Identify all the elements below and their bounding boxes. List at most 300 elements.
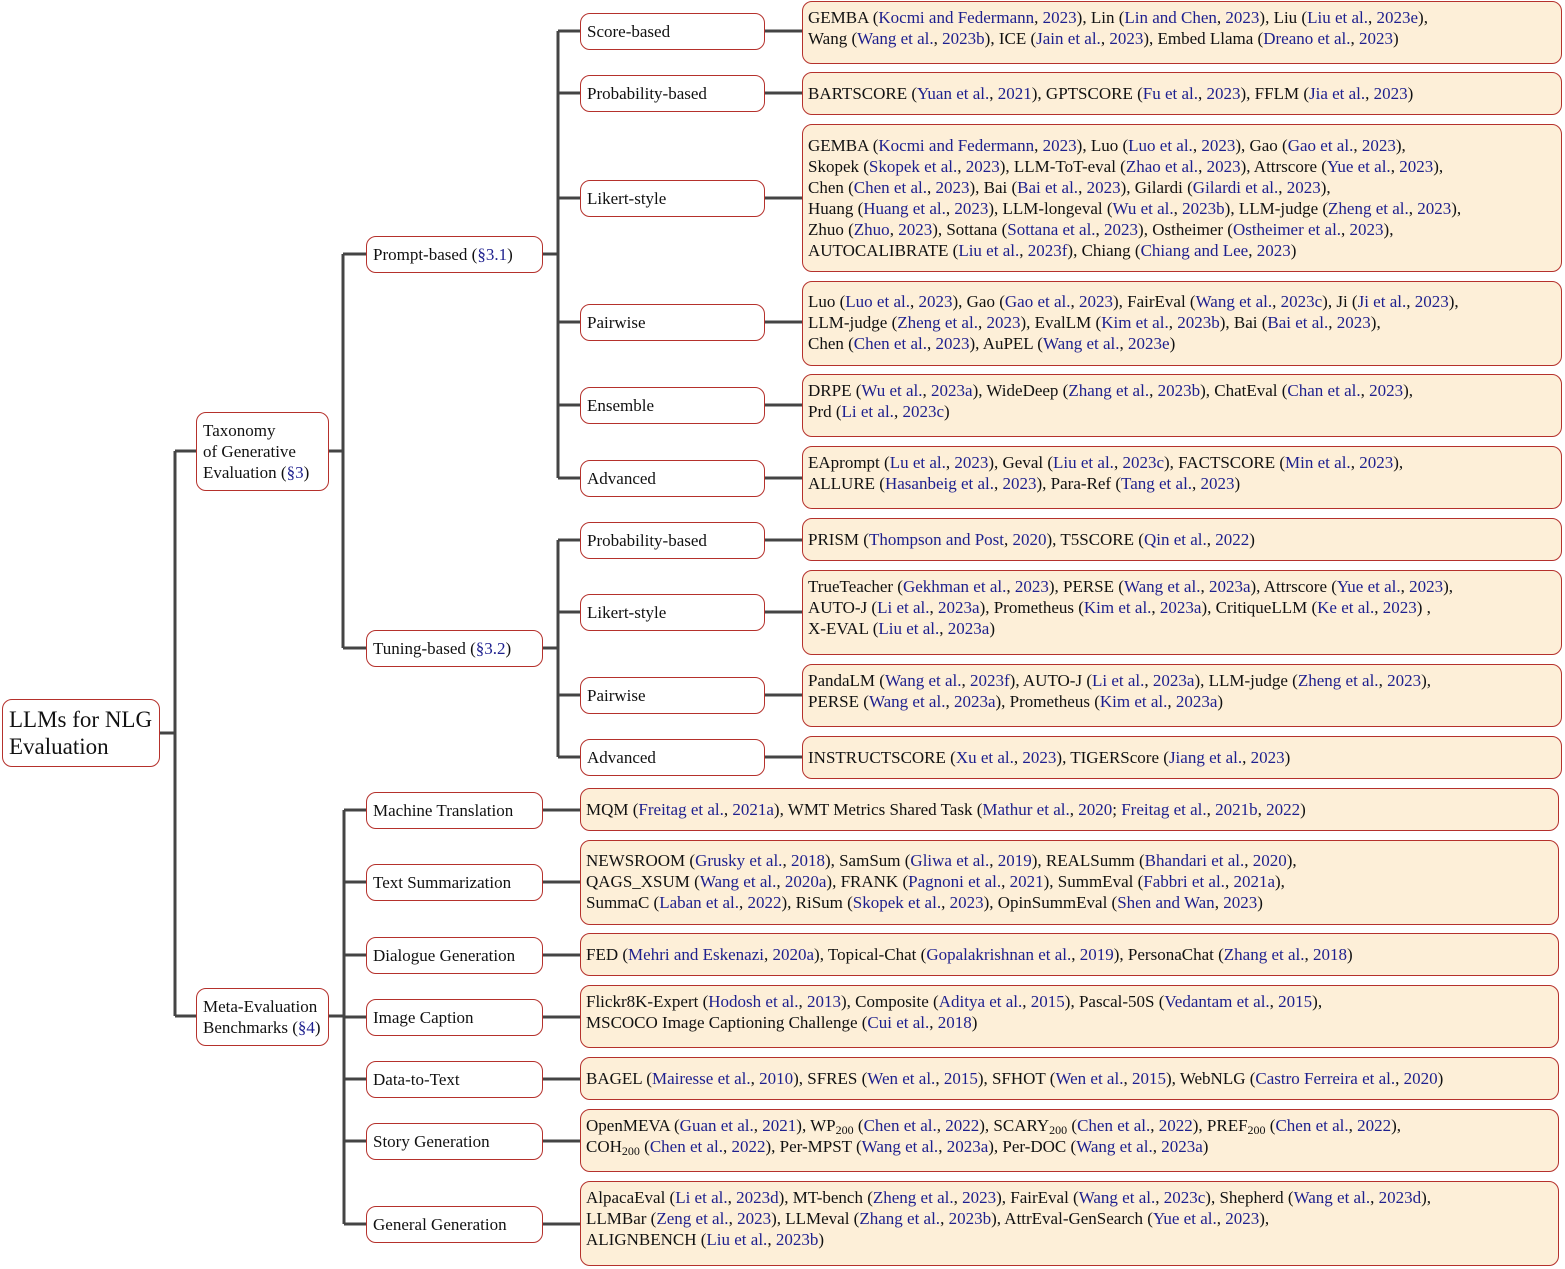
citation-link[interactable]: 2015	[1030, 992, 1065, 1011]
citation-link[interactable]: 2023	[1201, 136, 1236, 155]
citation-link[interactable]: 2023	[1022, 748, 1057, 767]
citation-link[interactable]: 2023	[1225, 1209, 1260, 1228]
citation-link[interactable]: 2018	[937, 1013, 972, 1032]
citation-link[interactable]: 2023f	[970, 671, 1010, 690]
category-ensemble: Ensemble	[580, 387, 765, 424]
citation-link[interactable]: Wang et al.	[699, 872, 777, 891]
citation-link[interactable]: 2023	[1002, 474, 1037, 493]
citation-link[interactable]: 2023b	[1157, 381, 1201, 400]
leaf-advanced	[802, 736, 1562, 779]
text: COH	[586, 1137, 622, 1156]
citation-link[interactable]: Li et al.	[675, 1188, 728, 1207]
citation-link[interactable]: Huang et al.	[863, 199, 946, 218]
text: Zhuo (	[808, 220, 854, 239]
text: ), Para-Ref (	[1036, 474, 1122, 493]
text: ),	[1391, 1116, 1402, 1135]
citation-link[interactable]: 2023	[1078, 292, 1113, 311]
citation-link[interactable]: Luo et al.	[1128, 136, 1193, 155]
citation-link[interactable]: 2023	[1223, 893, 1258, 912]
citation-link[interactable]: 2023c	[1122, 453, 1164, 472]
citation-link[interactable]: 2023	[898, 220, 933, 239]
citation-link[interactable]: 2023	[1359, 29, 1394, 48]
citation-link[interactable]: 2023	[1349, 220, 1384, 239]
citation-link[interactable]: 2023	[935, 334, 970, 353]
citation-link[interactable]: Liu et al.	[958, 241, 1020, 260]
citation-link[interactable]: 2021	[1009, 872, 1044, 891]
leaf-image-caption	[580, 985, 1559, 1048]
text: ,	[1013, 748, 1023, 767]
citation-link[interactable]: Liu et al.	[878, 619, 940, 638]
citation-link[interactable]: Wang et al.	[861, 1137, 939, 1156]
text: ),	[1259, 1209, 1270, 1228]
citation-link[interactable]: 2021a	[732, 800, 774, 819]
citation-link[interactable]: Zheng et al.	[1328, 199, 1409, 218]
citation-link[interactable]: Wu et al.	[861, 381, 923, 400]
text: ,	[1070, 292, 1079, 311]
citation-link[interactable]: 2021	[762, 1116, 797, 1135]
citation-link[interactable]: 2018	[790, 851, 825, 870]
section-link[interactable]: §3.2	[475, 639, 506, 658]
text: Chen (	[808, 178, 854, 197]
citation-link[interactable]: Zheng et al.	[897, 313, 978, 332]
leaf-probability-based	[802, 518, 1562, 561]
leaf-line	[808, 691, 1556, 712]
citation-link[interactable]: Kocmi and Federmann	[878, 136, 1035, 155]
citation-link[interactable]: Gao et al.	[1287, 136, 1354, 155]
citation-link[interactable]: Hasanbeig et al.	[884, 474, 995, 493]
text: ), AUTO-J (	[1009, 671, 1092, 690]
citation-link[interactable]: 2023a	[931, 381, 973, 400]
citation-link[interactable]: Xu et al.	[955, 748, 1014, 767]
citation-link[interactable]: Jain et al.	[1036, 29, 1101, 48]
citation-link[interactable]: Freitag et al.	[638, 800, 724, 819]
citation-link[interactable]: Grusky et al.	[695, 851, 783, 870]
citation-link[interactable]: Kim et al.	[1099, 692, 1168, 711]
citation-link[interactable]: Zhang et al.	[1068, 381, 1150, 400]
citation-link[interactable]: 2023c	[1280, 292, 1323, 311]
text: ), Bai (	[1219, 313, 1268, 332]
citation-link[interactable]: Kocmi and Federmann	[878, 8, 1035, 27]
citation-link[interactable]: Chen et al.	[853, 178, 927, 197]
citation-link[interactable]: 2023a	[1161, 1137, 1203, 1156]
citation-link[interactable]: 2023	[1387, 671, 1422, 690]
citation-link[interactable]: Zheng et al.	[872, 1188, 954, 1207]
citation-link[interactable]: Aditya et al.	[938, 992, 1023, 1011]
citation-link[interactable]: 2023	[1042, 8, 1077, 27]
leaf-line	[586, 1012, 1553, 1033]
text: ,	[1304, 945, 1313, 964]
citation-link[interactable]: Chiang and Lee	[1140, 241, 1249, 260]
citation-link[interactable]: 2023b	[948, 1209, 992, 1228]
text: )	[1407, 84, 1414, 103]
citation-link[interactable]: 2023	[1256, 241, 1291, 260]
citation-link[interactable]: Wang et al.	[1123, 577, 1201, 596]
citation-link[interactable]: Zheng et al.	[1297, 671, 1379, 690]
text: ,	[1019, 241, 1028, 260]
section-link[interactable]: §4	[297, 1018, 315, 1037]
text: ,	[957, 157, 966, 176]
citation-link[interactable]: 2020	[1078, 800, 1113, 819]
leaf-general-generation	[580, 1181, 1559, 1266]
citation-link[interactable]: 2023	[954, 453, 989, 472]
citation-link[interactable]: 2023a	[1159, 598, 1202, 617]
citation-link[interactable]: 2023	[918, 292, 953, 311]
category-likert-style: Likert-style	[580, 180, 765, 217]
text: ,	[1144, 671, 1153, 690]
citation-link[interactable]: Gekhman et al.	[902, 577, 1007, 596]
citation-link[interactable]: 2022	[731, 1137, 766, 1156]
citation-link[interactable]: 2023e	[1376, 8, 1419, 27]
citation-link[interactable]: 2022	[945, 1116, 980, 1135]
text: ),	[1421, 671, 1431, 690]
text: BARTSCORE (	[808, 84, 918, 103]
citation-link[interactable]: Min et al.	[1285, 453, 1351, 472]
citation-link[interactable]: Pagnoni et al.	[908, 872, 1002, 891]
citation-link[interactable]: Wang et al.	[857, 29, 934, 48]
citation-link[interactable]: Wu et al.	[1112, 199, 1174, 218]
citation-link[interactable]: 2023	[1250, 748, 1285, 767]
citation-link[interactable]: 2022	[1215, 530, 1250, 549]
text: PRISM (	[808, 530, 869, 549]
text: ,	[782, 851, 791, 870]
text: ), LLM-judge (	[1194, 671, 1298, 690]
text: ,	[1353, 136, 1362, 155]
citation-link[interactable]: 2023	[1373, 84, 1408, 103]
citation-link[interactable]: 2023c	[902, 402, 944, 421]
citation-link[interactable]: 2023	[1200, 474, 1235, 493]
text: Flickr8K-Expert (	[586, 992, 709, 1011]
text: (	[639, 1137, 650, 1156]
section-link[interactable]: §3.1	[477, 245, 508, 264]
text: ,	[1078, 178, 1087, 197]
citation-link[interactable]: Zhang et al.	[859, 1209, 941, 1228]
text: ),	[1448, 292, 1459, 311]
text: EAprompt (	[808, 453, 890, 472]
text: ), SamSum (	[824, 851, 911, 870]
text: ), Chiang (	[1067, 241, 1141, 260]
citation-link[interactable]: Jia et al.	[1308, 84, 1366, 103]
citation-link[interactable]: Wang et al.	[1293, 1188, 1371, 1207]
text: ,	[941, 893, 950, 912]
citation-link[interactable]: Ji et al.	[1357, 292, 1407, 311]
citation-link[interactable]: Li et al.	[1092, 671, 1145, 690]
leaf-line	[808, 473, 1556, 494]
citation-link[interactable]: 2023a	[1175, 692, 1218, 711]
citation-link[interactable]: 2021a	[1233, 872, 1275, 891]
citation-link[interactable]: 2023	[986, 313, 1021, 332]
citation-link[interactable]: 2023	[1417, 199, 1452, 218]
citation-link[interactable]: Kim et al.	[1101, 313, 1169, 332]
citation-link[interactable]: Yue et al.	[1336, 577, 1401, 596]
citation-link[interactable]: 2020	[1252, 851, 1287, 870]
citation-link[interactable]: 2010	[759, 1069, 794, 1088]
text: ,	[1348, 1116, 1358, 1135]
citation-link[interactable]: Wang et al.	[1042, 334, 1120, 353]
citation-link[interactable]: 2023b	[942, 29, 985, 48]
leaf-line	[586, 1208, 1553, 1229]
citation-link[interactable]: 2023	[1336, 313, 1371, 332]
leaf-likert-style	[802, 124, 1562, 272]
text: ,	[945, 199, 955, 218]
text: QAGS_XSUM (	[586, 872, 700, 891]
citation-link[interactable]: 2023a	[953, 692, 996, 711]
citation-link[interactable]: Wang et al.	[884, 671, 962, 690]
citation-link[interactable]: Chen et al.	[863, 1116, 937, 1135]
citation-link[interactable]: Wang et al.	[1195, 292, 1273, 311]
citation-link[interactable]: 2022	[1357, 1116, 1392, 1135]
text: ), Shepherd (	[1205, 1188, 1294, 1207]
citation-link[interactable]: Cui et al.	[867, 1013, 930, 1032]
citation-link[interactable]: Chen et al.	[1077, 1116, 1151, 1135]
text: ), Ostheimer (	[1138, 220, 1233, 239]
text: ), Prometheus (	[979, 598, 1084, 617]
citation-link[interactable]: 2020	[1403, 1069, 1438, 1088]
citation-link[interactable]: Wen et al.	[867, 1069, 936, 1088]
text: ,	[936, 1116, 946, 1135]
section-link[interactable]: §3	[286, 463, 304, 482]
leaf-likert-style	[802, 570, 1562, 655]
citation-link[interactable]: 2013	[806, 992, 841, 1011]
text: ), Ji (	[1322, 292, 1358, 311]
citation-link[interactable]: Chen et al.	[853, 334, 927, 353]
text: ,	[1206, 530, 1216, 549]
citation-link[interactable]: 2022	[1266, 800, 1301, 819]
citation-link[interactable]: 2018	[1312, 945, 1347, 964]
citation-link[interactable]: 2023	[1042, 136, 1077, 155]
citation-link[interactable]: 2023	[737, 1209, 772, 1228]
citation-link[interactable]: Castro Ferreira et al.	[1255, 1069, 1396, 1088]
citation-link[interactable]: Zhang et al.	[1223, 945, 1305, 964]
citation-link[interactable]: 2020	[1012, 530, 1047, 549]
citation-link[interactable]: 2023	[1206, 157, 1241, 176]
citation-link[interactable]: Zeng et al.	[656, 1209, 729, 1228]
citation-link[interactable]: Lu et al.	[889, 453, 946, 472]
citation-link[interactable]: Mehri and Eskenazi	[628, 945, 764, 964]
citation-link[interactable]: Gao et al.	[1004, 292, 1071, 311]
citation-link[interactable]: 2019	[997, 851, 1032, 870]
citation-link[interactable]: Wang et al.	[1076, 1137, 1153, 1156]
citation-link[interactable]: Gliwa et al.	[910, 851, 990, 870]
citation-link[interactable]: 2023d	[736, 1188, 779, 1207]
text: FED (	[586, 945, 629, 964]
citation-link[interactable]: 2023	[954, 199, 989, 218]
citation-link[interactable]: Freitag et al.	[1121, 800, 1207, 819]
text: ,	[929, 598, 939, 617]
text: ,	[889, 220, 899, 239]
citation-link[interactable]: 2021	[997, 84, 1032, 103]
citation-link[interactable]: 2023	[1225, 8, 1260, 27]
citation-link[interactable]: Wang et al.	[868, 692, 946, 711]
citation-link[interactable]: 2023a	[938, 598, 980, 617]
citation-link[interactable]: 2023a	[1208, 577, 1251, 596]
citation-link[interactable]: Sottana et al.	[1007, 220, 1096, 239]
citation-link[interactable]: Ostheimer et al.	[1232, 220, 1342, 239]
citation-link[interactable]: Fu et al.	[1142, 84, 1198, 103]
citation-link[interactable]: Yue et al.	[1326, 157, 1391, 176]
text: NEWSROOM (	[586, 851, 696, 870]
citation-link[interactable]: Mairesse et al.	[651, 1069, 751, 1088]
citation-link[interactable]: 2023	[962, 1188, 997, 1207]
text: ),	[1418, 8, 1428, 27]
citation-link[interactable]: 2023	[1369, 381, 1404, 400]
citation-link[interactable]: Thompson and Post	[868, 530, 1004, 549]
citation-link[interactable]: Skopek et al.	[868, 157, 958, 176]
citation-link[interactable]: 2023e	[1128, 334, 1170, 353]
text: ), Pascal-50S (	[1064, 992, 1165, 1011]
citation-link[interactable]: 2023c	[1163, 1188, 1206, 1207]
citation-link[interactable]: 2023b	[1182, 199, 1225, 218]
citation-link[interactable]: 2023	[1014, 577, 1049, 596]
citation-link[interactable]: Gilardi et al.	[1192, 178, 1279, 197]
citation-link[interactable]: 2023b	[1177, 313, 1220, 332]
citation-link[interactable]: Guan et al.	[679, 1116, 754, 1135]
text: )	[1437, 1069, 1444, 1088]
category-score-based: Score-based	[580, 13, 765, 50]
leaf-line	[586, 1229, 1553, 1250]
citation-link[interactable]: Tang et al.	[1121, 474, 1193, 493]
citation-link[interactable]: 2015	[1131, 1069, 1166, 1088]
citation-link[interactable]: 2023	[1359, 453, 1394, 472]
citation-link[interactable]: Fabbri et al.	[1143, 872, 1225, 891]
citation-link[interactable]: 2023	[949, 893, 984, 912]
text: ,	[1269, 992, 1279, 1011]
citation-link[interactable]: Qin et al.	[1143, 530, 1207, 549]
leaf-line	[808, 312, 1556, 333]
benchmarks-label-line1: Meta-Evaluation	[203, 997, 318, 1016]
citation-link[interactable]: Vedantam et al.	[1164, 992, 1270, 1011]
text: )	[1300, 800, 1306, 819]
citation-link[interactable]: 2023	[1206, 84, 1241, 103]
citation-link[interactable]: 2023f	[1027, 241, 1068, 260]
citation-link[interactable]: Chen et al.	[649, 1137, 723, 1156]
leaf-line	[808, 452, 1556, 473]
text: )	[1257, 893, 1263, 912]
text: ,	[1192, 136, 1202, 155]
citation-link[interactable]: Laban et al.	[659, 893, 739, 912]
citation-link[interactable]: Lin and Chen	[1124, 8, 1217, 27]
citation-link[interactable]: Liu et al.	[1053, 453, 1114, 472]
category-pairwise: Pairwise	[580, 304, 765, 341]
citation-link[interactable]: Zhao et al.	[1125, 157, 1199, 176]
citation-link[interactable]: Zhuo	[853, 220, 890, 239]
citation-link[interactable]: 2015	[1278, 992, 1313, 1011]
citation-link[interactable]: Li et al.	[877, 598, 930, 617]
citation-link[interactable]: 2023	[1361, 136, 1396, 155]
citation-link[interactable]: Bai et al.	[1267, 313, 1329, 332]
citation-link[interactable]: Dreano et al.	[1263, 29, 1351, 48]
citation-link[interactable]: 2023d	[1378, 1188, 1422, 1207]
citation-link[interactable]: Bhandari et al.	[1144, 851, 1245, 870]
text: GEMBA (	[808, 8, 879, 27]
citation-link[interactable]: Liu et al.	[1307, 8, 1368, 27]
text: ), Gilardi (	[1120, 178, 1193, 197]
citation-link[interactable]: 2015	[943, 1069, 978, 1088]
citation-link[interactable]: 2020a	[784, 872, 827, 891]
text: ), Attrscore (	[1250, 577, 1337, 596]
citation-link[interactable]: Chan et al.	[1287, 381, 1361, 400]
text: MQM (	[586, 800, 639, 819]
text: ), LLMeval (	[771, 1209, 860, 1228]
text: ,	[1034, 8, 1043, 27]
citation-link[interactable]: 2023b	[775, 1230, 819, 1249]
text: ,	[1001, 872, 1010, 891]
citation-link[interactable]: Liu et al.	[706, 1230, 768, 1249]
root-label-line1: LLMs for NLG	[9, 707, 153, 732]
citation-link[interactable]: 2021b	[1215, 800, 1258, 819]
citation-link[interactable]: 2023	[1409, 577, 1444, 596]
text: ,	[1167, 692, 1176, 711]
citation-link[interactable]: Wen et al.	[1055, 1069, 1124, 1088]
citation-link[interactable]: Ke et al.	[1317, 598, 1375, 617]
citation-link[interactable]: 2022	[747, 893, 782, 912]
leaf-line	[808, 219, 1556, 240]
citation-link[interactable]: Wang et al.	[1078, 1188, 1156, 1207]
citation-link[interactable]: Chen et al.	[1275, 1116, 1349, 1135]
text: ALLURE (	[808, 474, 885, 493]
citation-link[interactable]: Hodosh et al.	[708, 992, 799, 1011]
citation-link[interactable]: Li et al.	[841, 402, 894, 421]
citation-link[interactable]: 2023	[1086, 178, 1121, 197]
citation-link[interactable]: 2023	[1109, 29, 1144, 48]
text: ,	[1206, 800, 1216, 819]
citation-link[interactable]: 2019	[1079, 945, 1114, 964]
text: ,	[728, 1209, 738, 1228]
leaf-line	[808, 156, 1556, 177]
citation-link[interactable]: 2020a	[772, 945, 815, 964]
citation-link[interactable]: 2023	[1382, 598, 1417, 617]
citation-link[interactable]: 2022	[1158, 1116, 1193, 1135]
citation-link[interactable]: 2023	[1414, 292, 1449, 311]
citation-link[interactable]: Yuan et al.	[917, 84, 990, 103]
text: ,	[1328, 313, 1337, 332]
citation-link[interactable]: Jiang et al.	[1168, 748, 1243, 767]
text: ), AttrEval-GenSearch (	[991, 1209, 1153, 1228]
leaf-text-summarization	[580, 840, 1559, 925]
leaf-score-based	[802, 1, 1562, 64]
leaf-line	[808, 597, 1556, 618]
citation-link[interactable]: 2023a	[946, 1137, 989, 1156]
leaf-line	[808, 28, 1556, 49]
text: ,	[1242, 748, 1251, 767]
citation-link[interactable]: Shen and Wan	[1117, 893, 1215, 912]
citation-link[interactable]: 2023a	[947, 619, 990, 638]
citation-link[interactable]: Mathur et al.	[982, 800, 1070, 819]
citation-link[interactable]: Bai et al.	[1017, 178, 1079, 197]
text: ,	[763, 945, 773, 964]
text: ,	[1368, 8, 1377, 27]
text: ,	[1341, 220, 1350, 239]
citation-link[interactable]: 2023	[935, 178, 970, 197]
citation-link[interactable]: Gopalakrishnan et al.	[926, 945, 1072, 964]
category-data-to-text: Data-to-Text	[366, 1061, 543, 1098]
citation-link[interactable]: Skopek et al.	[852, 893, 942, 912]
citation-link[interactable]: 2023	[965, 157, 1000, 176]
citation-link[interactable]: Luo et al.	[845, 292, 910, 311]
text: ), OpinSummEval (	[983, 893, 1118, 912]
citation-link[interactable]: Kim et al.	[1083, 598, 1152, 617]
text: )	[989, 619, 995, 638]
citation-link[interactable]: 2023	[1399, 157, 1434, 176]
leaf-line	[586, 1115, 1553, 1136]
text: ), REALSumm (	[1031, 851, 1145, 870]
text: LLM-judge (	[808, 313, 898, 332]
text: ,	[1374, 598, 1383, 617]
citation-link[interactable]: 2023a	[1152, 671, 1195, 690]
citation-link[interactable]: 2023	[1286, 178, 1321, 197]
citation-link[interactable]: 2023	[1104, 220, 1139, 239]
text: ), Topical-Chat (	[814, 945, 927, 964]
citation-link[interactable]: Yue et al.	[1152, 1209, 1217, 1228]
